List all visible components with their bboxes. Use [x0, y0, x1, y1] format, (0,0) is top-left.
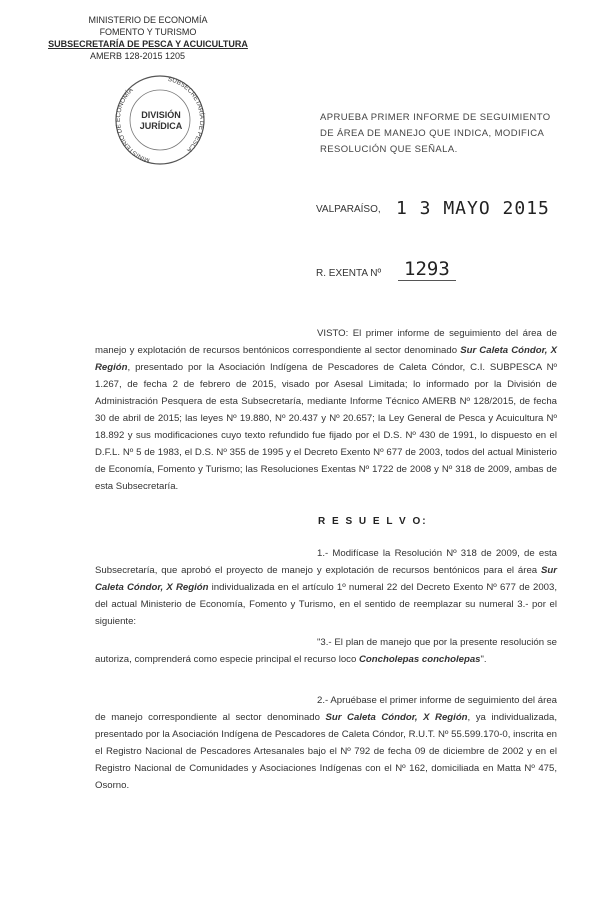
item-1-text: 1.- Modifícase la Resolución Nº 318 de 2009, de esta Subsecretaría, que aprobó el proyecto de manejo y explotación de recursos bentónicos para el área — [95, 548, 557, 576]
quote-paragraph — [95, 634, 557, 668]
item-2-text: 2.- Apruébase el primer informe de seguimiento del área de manejo correspondiente al sector denominado — [95, 695, 557, 723]
stamp-ring-left: MINISTERIO DE ECONOMÍA — [114, 86, 151, 164]
item-1-paragraph — [95, 545, 557, 630]
ministry-name: MINISTERIO DE ECONOMÍA — [88, 15, 208, 25]
visto-paragraph — [95, 325, 557, 495]
undersecretariat-name: SUBSECRETARÍA DE PESCA Y ACUICULTURA — [48, 39, 248, 49]
stamp-center — [128, 110, 194, 132]
exenta-label: R. EXENTA Nº — [316, 268, 382, 279]
stamp-division-label: DIVISIÓN — [141, 110, 181, 120]
letterhead — [48, 14, 248, 62]
stamp-juridica-label: JURÍDICA — [139, 121, 183, 131]
visto-lead: VISTO: — [317, 328, 349, 339]
visto-text: El primer informe de seguimiento del área de manejo y explotación de recursos bentónicos correspondiente al sector denominado — [95, 328, 557, 356]
item-1-sector: Sur Caleta Cóndor, X Región — [95, 565, 557, 593]
exenta-number: 1293 — [398, 258, 456, 281]
item-2-rest: , ya individualizada, presentado por la Asociación Indígena de Pescadores de Caleta Cóndor, R.U.T. Nº 55.599.170-0, inscrita en el Registro Nacional de Pescadores Artesanales bajo el Nº 792 de fecha 09 de diciembre de 2002 y en el Registro Nacional de Comunidades y Asociaciones Indígenas con el Nº 162, domiciliada en Matta Nº 475, Osorno. — [95, 712, 557, 791]
quote-end: ". — [480, 654, 487, 665]
item-2-sector: Sur Caleta Cóndor, X Región — [325, 712, 468, 723]
file-reference: AMERB 128-2015 1205 — [90, 51, 186, 61]
place-label: VALPARAÍSO, — [316, 204, 381, 215]
item-2-paragraph — [95, 692, 557, 794]
quote-text: "3.- El plan de manejo que por la presente resolución se autoriza, comprenderá como especie principal el recurso loco — [95, 637, 557, 665]
visto-sector: Sur Caleta Cóndor, X Región — [95, 345, 558, 373]
ministry-subtitle: FOMENTO Y TURISMO — [99, 27, 197, 37]
visto-rest: , presentado por la Asociación Indígena de Pescadores de Caleta Cóndor, C.I. SUBPESCA Nº 1.267, de fecha 2 de febrero de 2015, visado por Asesal Limitada; lo informado por la División de Administración Pesquera de esta Subsecretaría, mediante Informe Técnico AMERB Nº 128/2015, de fecha 30 de abril de 2015; las leyes Nº 19.880, Nº 20.437 y Nº 20.657; la Ley General de Pesca y Acuicultura Nº 18.892 y sus modificaciones cuyo texto refundido fue fijado por el D.S. Nº 430 de 1991, lo dispuesto en el D.F.L. Nº 5 de 1983, el D.S. Nº 355 de 1995 y el Decreto Exento Nº 677 de 2003, todos del actual Ministerio de Economía, Fomento y Turismo; las Resoluciones Exentas Nº 1722 de 2008 y Nº 318 de 2009, ambas de esta Subsecretaría. — [95, 362, 557, 492]
item-1-rest: individualizada en el artículo 1º numeral 22 del Decreto Exento Nº 677 de 2003, del actual Ministerio de Economía, Fomento y Turismo, en el sentido de reemplazar su numeral 3.- por el siguiente: — [95, 582, 557, 627]
resuelvo-heading: R E S U E L V O: — [318, 516, 428, 527]
quote-species: Concholepas concholepas — [358, 654, 481, 665]
resolution-summary: APRUEBA PRIMER INFORME DE SEGUIMIENTO DE ÁREA DE MANEJO QUE INDICA, MODIFICA RESOLUCIÓN QUE SEÑALA. — [320, 112, 551, 155]
stamp-ring-right: SUBSECRETARÍA DE PESCA — [166, 75, 206, 154]
issue-date: 1 3 MAYO 2015 — [396, 198, 550, 219]
